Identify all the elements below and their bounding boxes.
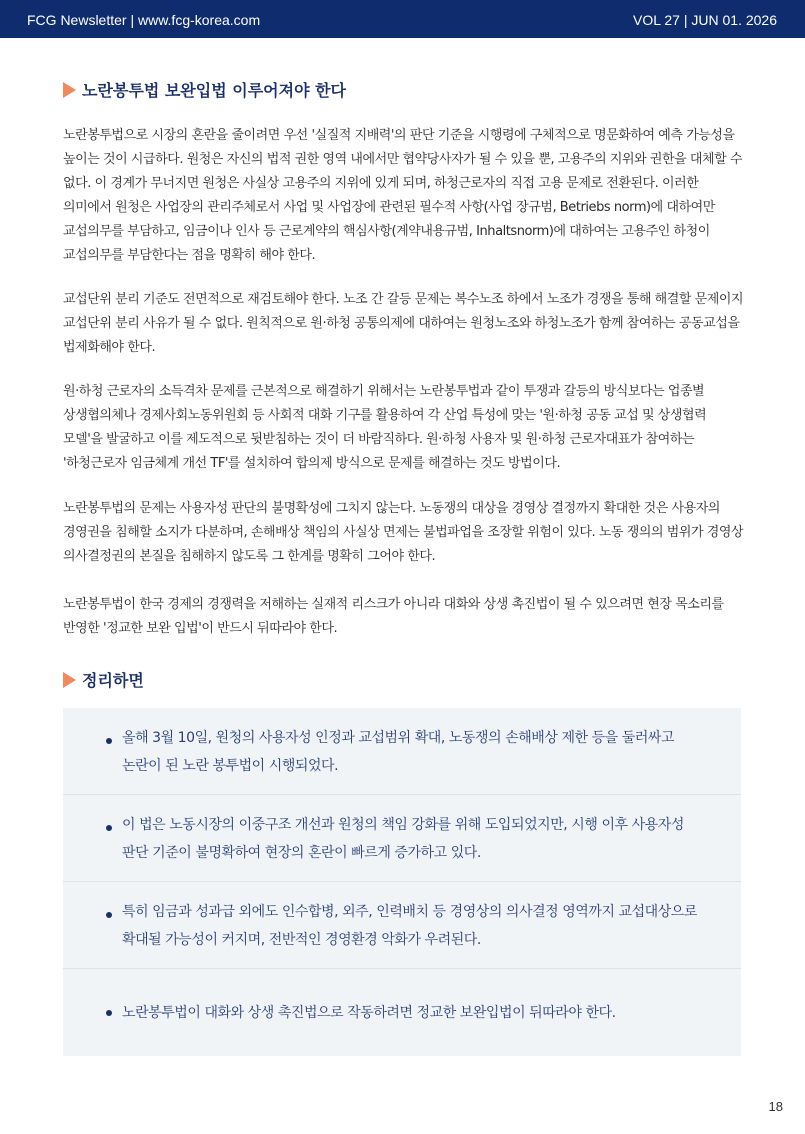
dot-bullet-icon bbox=[106, 912, 112, 918]
dot-bullet-icon bbox=[106, 1010, 112, 1016]
triangle-bullet-icon bbox=[63, 672, 76, 688]
newsletter-site-label: FCG Newsletter | www.fcg-korea.com bbox=[27, 12, 261, 28]
body-paragraph: 교섭단위 분리 기준도 전면적으로 재검토해야 한다. 노조 간 갈등 문제는 복수노조 하에서 노조가 경쟁을 통해 해결할 문제이지 교섭단위 분리 사유가 될 수 없다. 원칙적으로 원·하청 공통의제에 대하여는 원청노조와 하청노조가 함께 참여하는 공동교섭을 법제화해야 한다. bbox=[63, 292, 744, 355]
body-paragraph: 노란봉투법의 문제는 사용자성 판단의 불명확성에 그치지 않는다. 노동쟁의 대상을 경영상 결정까지 확대한 것은 사용자의 경영권을 침해할 소지가 다분하며, 손해배상 책임의 사실상 면제는 불법파업을 조장할 위험이 있다. 노동 쟁의의 범위가 경영상 의사결정권의 본질을 침해하지 않도록 그 한계를 명확히 그어야 한다. bbox=[63, 501, 744, 564]
section-title: 노란봉투법 보완입법 이루어져야 한다 bbox=[82, 81, 347, 100]
triangle-bullet-icon bbox=[63, 82, 76, 98]
summary-text: 노란봉투법이 대화와 상생 촉진법으로 작동하려면 정교한 보완입법이 뒤따라야 한다. bbox=[122, 1005, 616, 1021]
body-paragraph: 노란봉투법이 한국 경제의 경쟁력을 저해하는 실재적 리스크가 아니라 대화와 상생 촉진법이 될 수 있으려면 현장 목소리를 반영한 '정교한 보완 입법'이 반드시 뒤따라야 한다. bbox=[63, 597, 724, 636]
summary-box bbox=[63, 708, 741, 1056]
summary-item bbox=[63, 708, 741, 795]
section-heading-summary bbox=[63, 668, 144, 691]
summary-text: 올해 3월 10일, 원청의 사용자성 인정과 교섭범위 확대, 노동쟁의 손해배상 제한 등을 둘러싸고 논란이 된 노란 봉투법이 시행되었다. bbox=[122, 730, 675, 774]
dot-bullet-icon bbox=[106, 738, 112, 744]
summary-text: 특히 임금과 성과급 외에도 인수합병, 외주, 인력배치 등 경영상의 의사결정 영역까지 교섭대상으로 확대될 가능성이 커지며, 전반적인 경영환경 악화가 우려된다. bbox=[122, 904, 697, 948]
issue-date-label: VOL 27 | JUN 01. 2026 bbox=[633, 12, 777, 28]
section-heading-supplement bbox=[63, 78, 346, 101]
summary-item bbox=[63, 795, 741, 882]
dot-bullet-icon bbox=[106, 825, 112, 831]
body-paragraph: 노란봉투법으로 시장의 혼란을 줄이려면 우선 '실질적 지배력'의 판단 기준을 시행령에 구체적으로 명문화하여 예측 가능성을 높이는 것이 시급하다. 원청은 자신의 법적 권한 영역 내에서만 협약당사자가 될 수 있을 뿐, 고용주의 지위와 권한을 대체할 수 없다. 이 경계가 무너지면 원청은 사실상 고용주의 지위에 있게 되며, 하청근로자의 직접 고용 문제로 전환된다. 이러한 의미에서 원청은 사업장의 관리주체로서 사업 및 사업장에 관련된 필수적 사항(사업 장규범, Betriebs norm)에 대하여만 교섭의무를 부담하고, 임금이나 인사 등 근로계약의 핵심사항(계약내용규범, Inhaltsnorm)에 대하여는 고용주인 하청이 교섭의무를 부담한다는 점을 명확히 해야 한다. bbox=[63, 128, 743, 263]
page-number: 18 bbox=[768, 1099, 783, 1114]
body-paragraph: 원·하청 근로자의 소득격차 문제를 근본적으로 해결하기 위해서는 노란봉투법과 같이 투쟁과 갈등의 방식보다는 업종별 상생협의체나 경제사회노동위원회 등 사회적 대화 기구를 활용하여 각 산업 특성에 맞는 '원·하청 공동 교섭 및 상생협력 모델'을 발굴하고 이를 제도적으로 뒷받침하는 것이 더 바람직하다. 원·하청 사용자 및 원·하청 근로자대표가 참여하는 '하청근로자 임금체계 개선 TF'를 설치하여 합의제 방식으로 문제를 해결하는 것도 방법이다. bbox=[63, 384, 707, 471]
summary-item bbox=[63, 882, 741, 969]
newsletter-header-bar bbox=[0, 0, 805, 38]
section-title: 정리하면 bbox=[82, 671, 144, 690]
summary-item bbox=[63, 969, 741, 1056]
summary-text: 이 법은 노동시장의 이중구조 개선과 원청의 책임 강화를 위해 도입되었지만, 시행 이후 사용자성 판단 기준이 불명확하여 현장의 혼란이 빠르게 증가하고 있다. bbox=[122, 817, 684, 861]
